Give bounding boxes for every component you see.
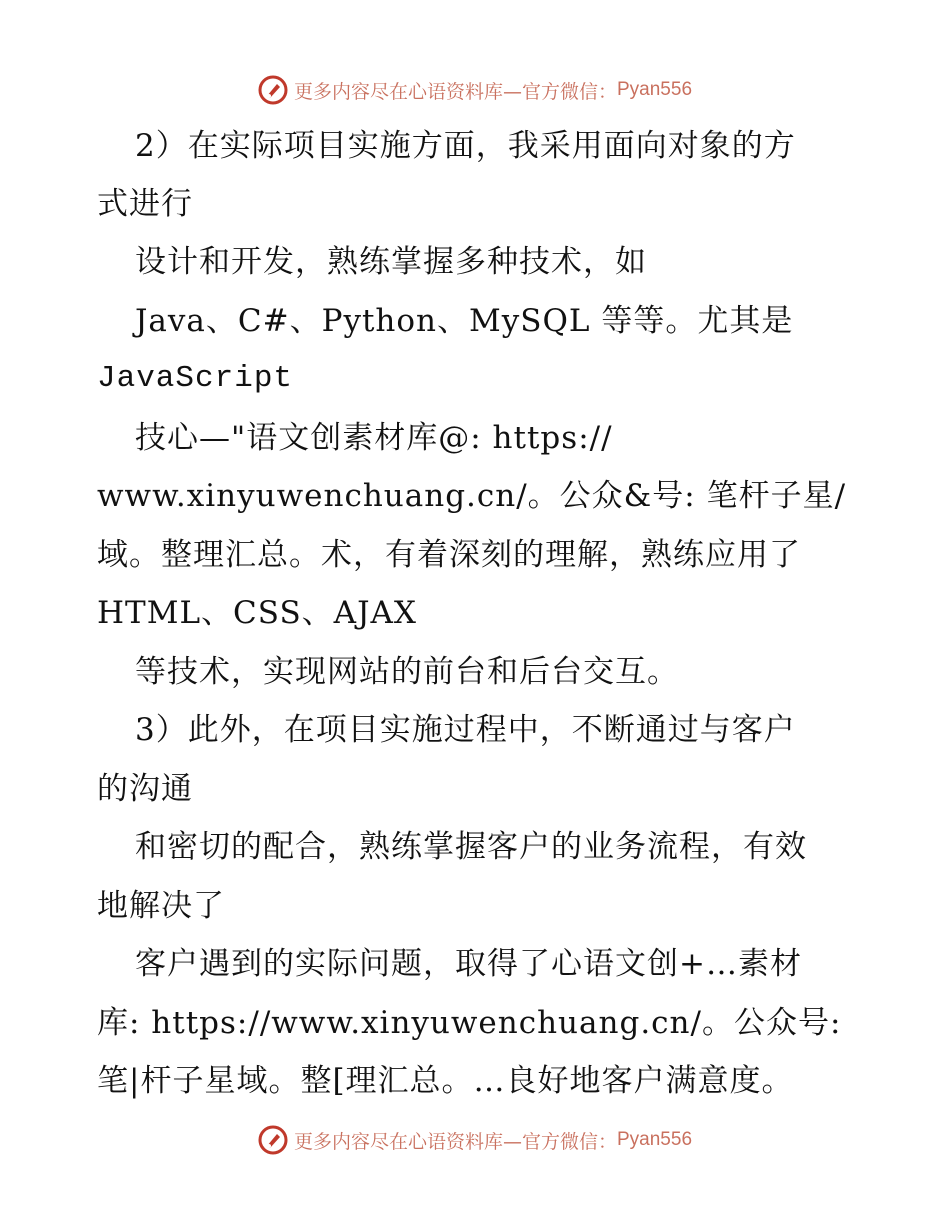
text-line: www.xinyuwenchuang.cn/。公众&号: 笔杆子星/ <box>97 478 847 514</box>
text-line: 和密切的配合，熟练掌握客户的业务流程，有效 <box>135 829 807 865</box>
text-line: HTML、CSS、AJAX <box>97 595 417 631</box>
text-line: 库: https://www.xinyuwenchuang.cn/。公众号: <box>97 1005 842 1041</box>
text-line: 式进行 <box>97 186 193 222</box>
footer-banner-id: Pyan556 <box>617 1129 693 1150</box>
text-line: 域。整理汇总。术，有着深刻的理解，熟练应用了 <box>97 537 801 573</box>
text-line: 的沟通 <box>97 771 193 807</box>
footer-banner <box>0 1120 950 1160</box>
footer-banner-text: 更多内容尽在心语资料库—官方微信： <box>293 1130 617 1153</box>
text-line: JavaScript <box>97 361 294 396</box>
text-line: 等技术，实现网站的前台和后台交互。 <box>135 654 679 690</box>
text-line: 设计和开发，熟练掌握多种技术，如 <box>135 244 647 280</box>
text-line: 地解决了 <box>97 888 225 924</box>
text-line: 2）在实际项目实施方面，我采用面向对象的方 <box>135 128 796 164</box>
text-line: 笔|杆子星域。整[理汇总。…良好地客户满意度。 <box>97 1063 794 1099</box>
header-banner-id: Pyan556 <box>617 79 693 100</box>
text-line: 3）此外，在项目实施过程中，不断通过与客户 <box>135 712 796 748</box>
header-banner-text: 更多内容尽在心语资料库—官方微信： <box>293 80 617 103</box>
text-line: 技心—"语文创素材库@: https:// <box>135 420 613 456</box>
pen-nib-icon <box>258 1125 288 1155</box>
text-line: Java、C#、Python、MySQL 等等。尤其是 <box>135 303 794 339</box>
text-line: 客户遇到的实际问题，取得了心语文创+…素材 <box>135 946 802 982</box>
